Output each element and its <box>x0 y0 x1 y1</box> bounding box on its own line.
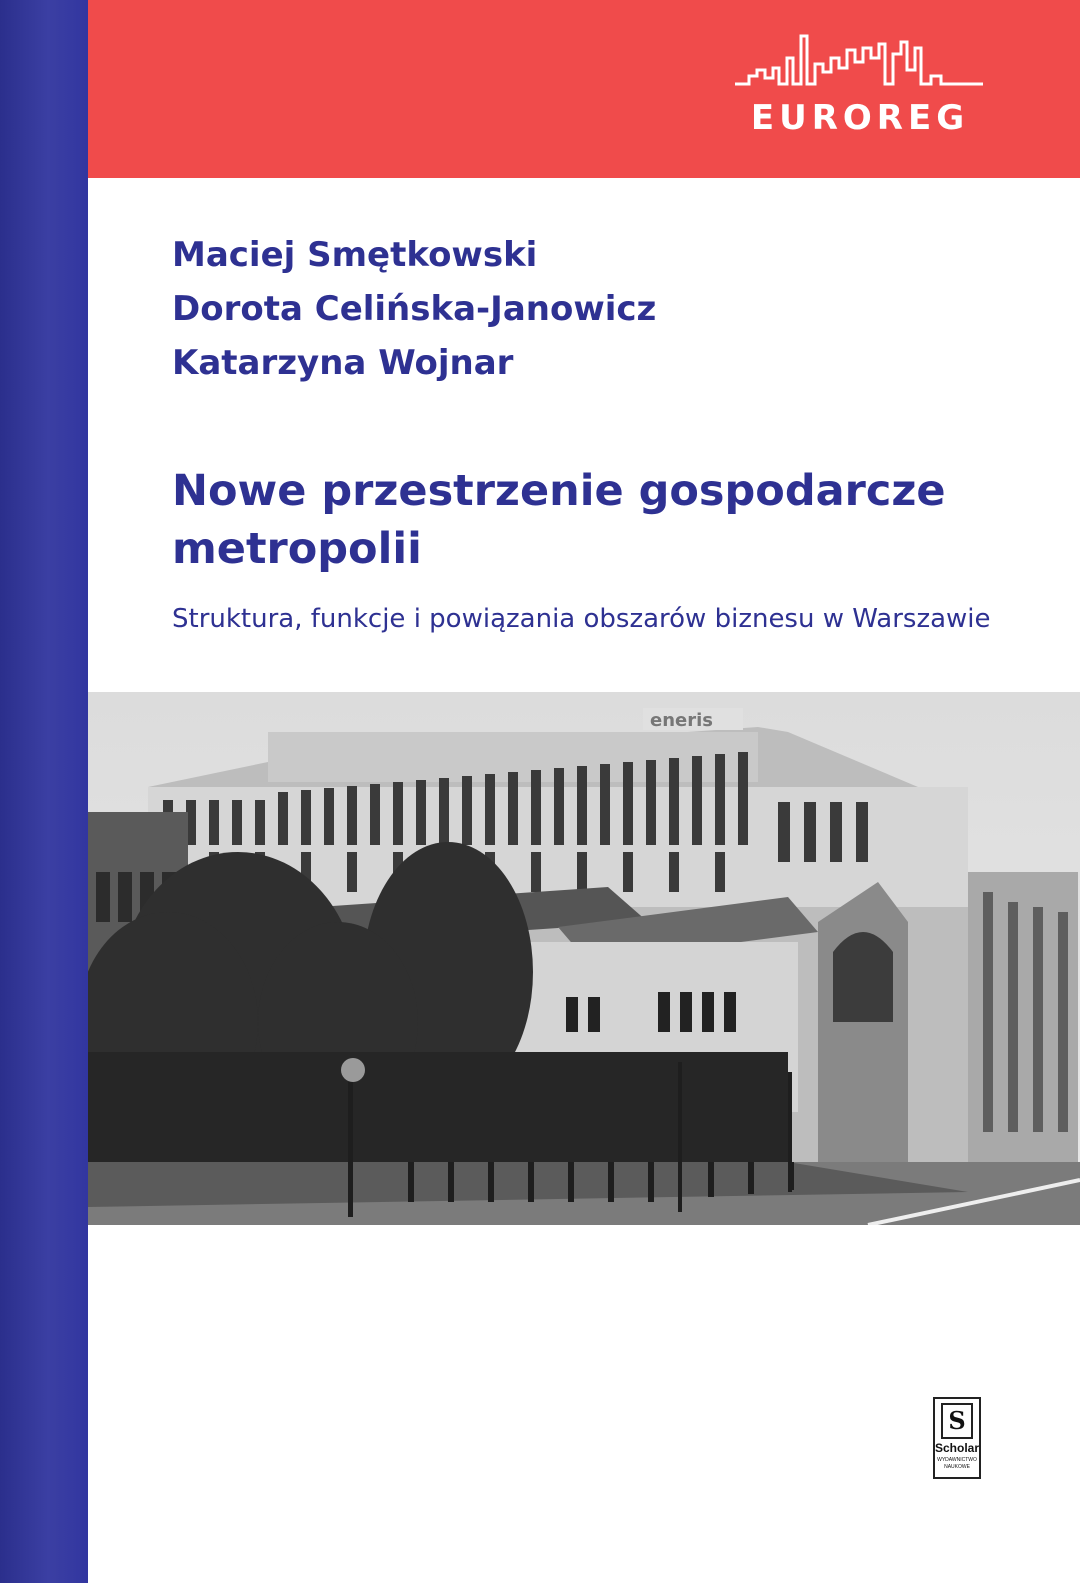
publisher-name: Scholar <box>935 1441 980 1455</box>
title-line: Nowe przestrzenie gospodarcze <box>172 466 946 516</box>
author-name: Dorota Celińska-Janowicz <box>172 289 657 329</box>
publisher-subtitle <box>935 1457 979 1471</box>
publisher-subtitle-line: NAUKOWE <box>944 1464 970 1470</box>
book-spine-band <box>0 0 88 1583</box>
author-list <box>172 228 656 390</box>
author-name: Maciej Smętkowski <box>172 235 538 275</box>
skyline-icon <box>735 28 985 98</box>
title-line: metropolii <box>172 524 422 574</box>
euroreg-logo <box>735 28 985 138</box>
office-building-photo-icon <box>88 692 1080 1225</box>
building-signage: eneris <box>650 710 713 731</box>
cover-photo <box>88 692 1080 1225</box>
publisher-subtitle-line: WYDAWNICTWO <box>937 1457 977 1463</box>
book-subtitle: Struktura, funkcje i powiązania obszarów biznesu w Warszawie <box>172 604 991 634</box>
publisher-logo <box>933 1397 981 1479</box>
publisher-letter: S <box>941 1403 973 1439</box>
author-name: Katarzyna Wojnar <box>172 343 514 383</box>
series-logo-text: EUROREG <box>750 98 970 138</box>
book-title <box>172 462 1032 578</box>
